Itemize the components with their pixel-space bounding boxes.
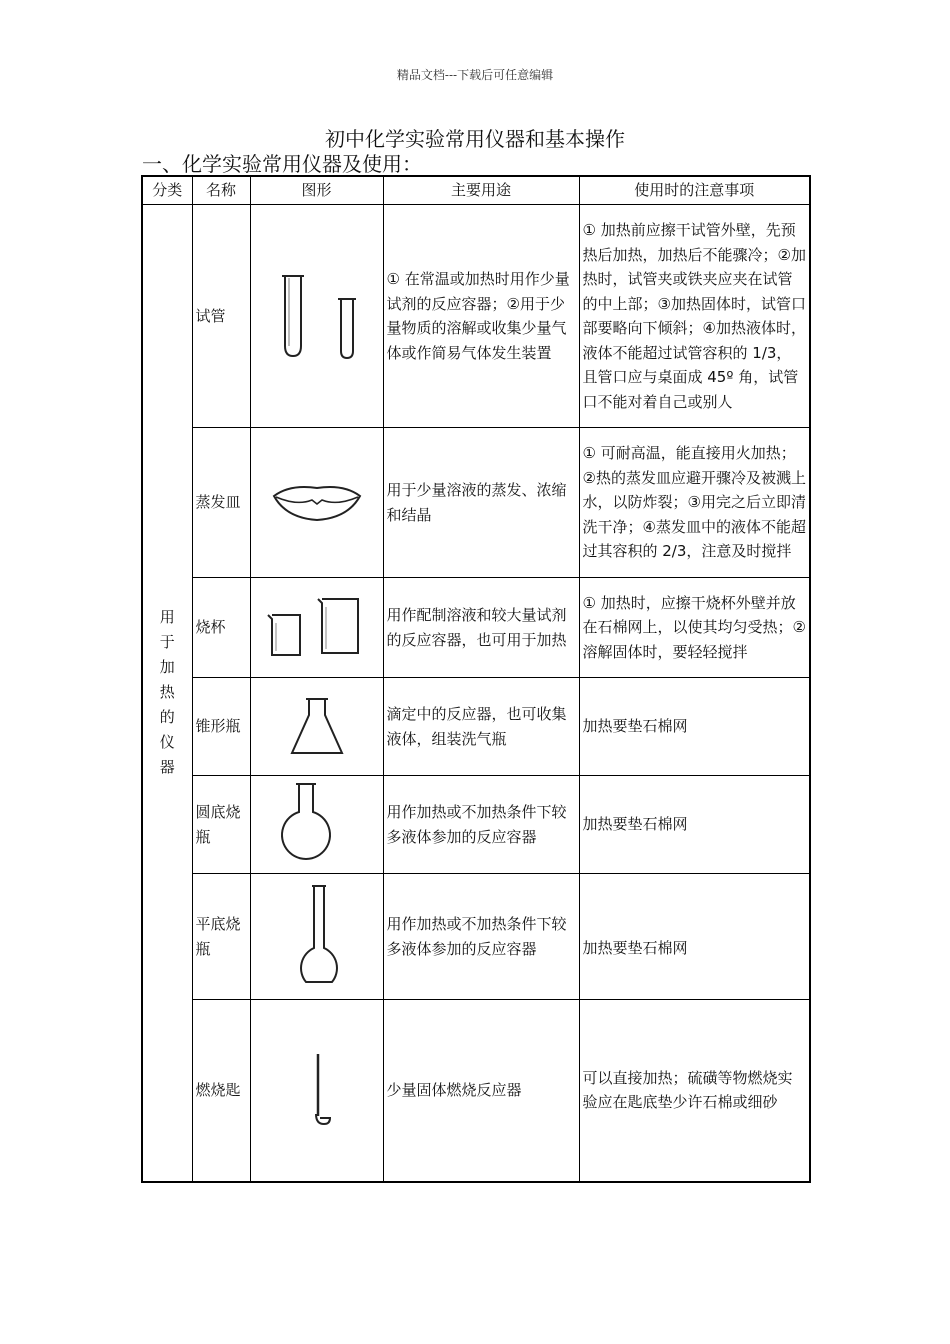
conical-flask-icon [262, 695, 372, 759]
use-cell: 用作配制溶液和较大量试剂的反应容器，也可用于加热 [383, 578, 579, 678]
use-cell: 用作加热或不加热条件下较多液体参加的反应容器 [383, 776, 579, 874]
table-row [142, 874, 810, 1000]
table-row [142, 578, 810, 678]
header-category: 分类 [142, 176, 192, 205]
beaker-icon [262, 593, 372, 663]
notes-cell: ① 加热前应擦干试管外壁，先预热后加热，加热后不能骤冷；②加热时，试管夹或铁夹应夹在试管的中上部；③加热固体时，试管口部要略向下倾斜；④加热液体时，液体不能超过试管容积的 1/3，且管口应与桌面成 45º 角，试管口不能对着自己或别人 [579, 205, 810, 428]
test-tube-icon [262, 266, 372, 366]
table-row [142, 776, 810, 874]
round-bottom-flask-icon [262, 780, 372, 870]
figure-cell [250, 205, 383, 428]
notes-cell: ① 加热时，应擦干烧杯外壁并放在石棉网上，以使其均匀受热；②溶解固体时，要轻轻搅拌 [579, 578, 810, 678]
header-figure: 图形 [250, 176, 383, 205]
instrument-name: 平底烧瓶 [192, 874, 250, 1000]
table-row [142, 1000, 810, 1182]
instrument-name: 圆底烧瓶 [192, 776, 250, 874]
notes-cell: 加热要垫石棉网 [579, 874, 810, 1000]
use-cell: 少量固体燃烧反应器 [383, 1000, 579, 1182]
use-cell: ① 在常温或加热时用作少量试剂的反应容器；②用于少量物质的溶解或收集少量气体或作简易气体发生装置 [383, 205, 579, 428]
figure-cell [250, 428, 383, 578]
notes-cell: 加热要垫石棉网 [579, 776, 810, 874]
header-use: 主要用途 [383, 176, 579, 205]
instrument-name: 蒸发皿 [192, 428, 250, 578]
category-cell [142, 205, 192, 1182]
use-cell: 用于少量溶液的蒸发、浓缩和结晶 [383, 428, 579, 578]
watermark: 精品文档---下载后可任意编辑 [396, 68, 554, 82]
figure-cell [250, 776, 383, 874]
figure-cell [250, 678, 383, 776]
evaporating-dish-icon [262, 478, 372, 528]
figure-cell [250, 874, 383, 1000]
category-label: 用于加热的仪器 [159, 608, 175, 777]
table-row [142, 428, 810, 578]
instrument-name: 烧杯 [192, 578, 250, 678]
instrument-name: 锥形瓶 [192, 678, 250, 776]
use-cell: 用作加热或不加热条件下较多液体参加的反应容器 [383, 874, 579, 1000]
page-title: 初中化学实验常用仪器和基本操作 [325, 127, 625, 151]
instrument-table [141, 175, 811, 1183]
table-row [142, 678, 810, 776]
notes-cell: 可以直接加热；硫磺等物燃烧实验应在匙底垫少许石棉或细砂 [579, 1000, 810, 1182]
instrument-name: 燃烧匙 [192, 1000, 250, 1182]
combustion-spoon-icon [262, 1050, 372, 1130]
flat-bottom-flask-icon [262, 882, 372, 992]
header-name: 名称 [192, 176, 250, 205]
figure-cell [250, 578, 383, 678]
table-row [142, 205, 810, 428]
notes-cell: ① 可耐高温，能直接用火加热；②热的蒸发皿应避开骤冷及被溅上水，以防炸裂；③用完之后立即清洗干净；④蒸发皿中的液体不能超过其容积的 2/3，注意及时搅拌 [579, 428, 810, 578]
table-header-row [142, 176, 810, 205]
instrument-name: 试管 [192, 205, 250, 428]
use-cell: 滴定中的反应器，也可收集液体，组装洗气瓶 [383, 678, 579, 776]
header-notes: 使用时的注意事项 [579, 176, 810, 205]
notes-cell: 加热要垫石棉网 [579, 678, 810, 776]
figure-cell [250, 1000, 383, 1182]
section-heading: 一、化学实验常用仪器及使用： [142, 152, 422, 176]
